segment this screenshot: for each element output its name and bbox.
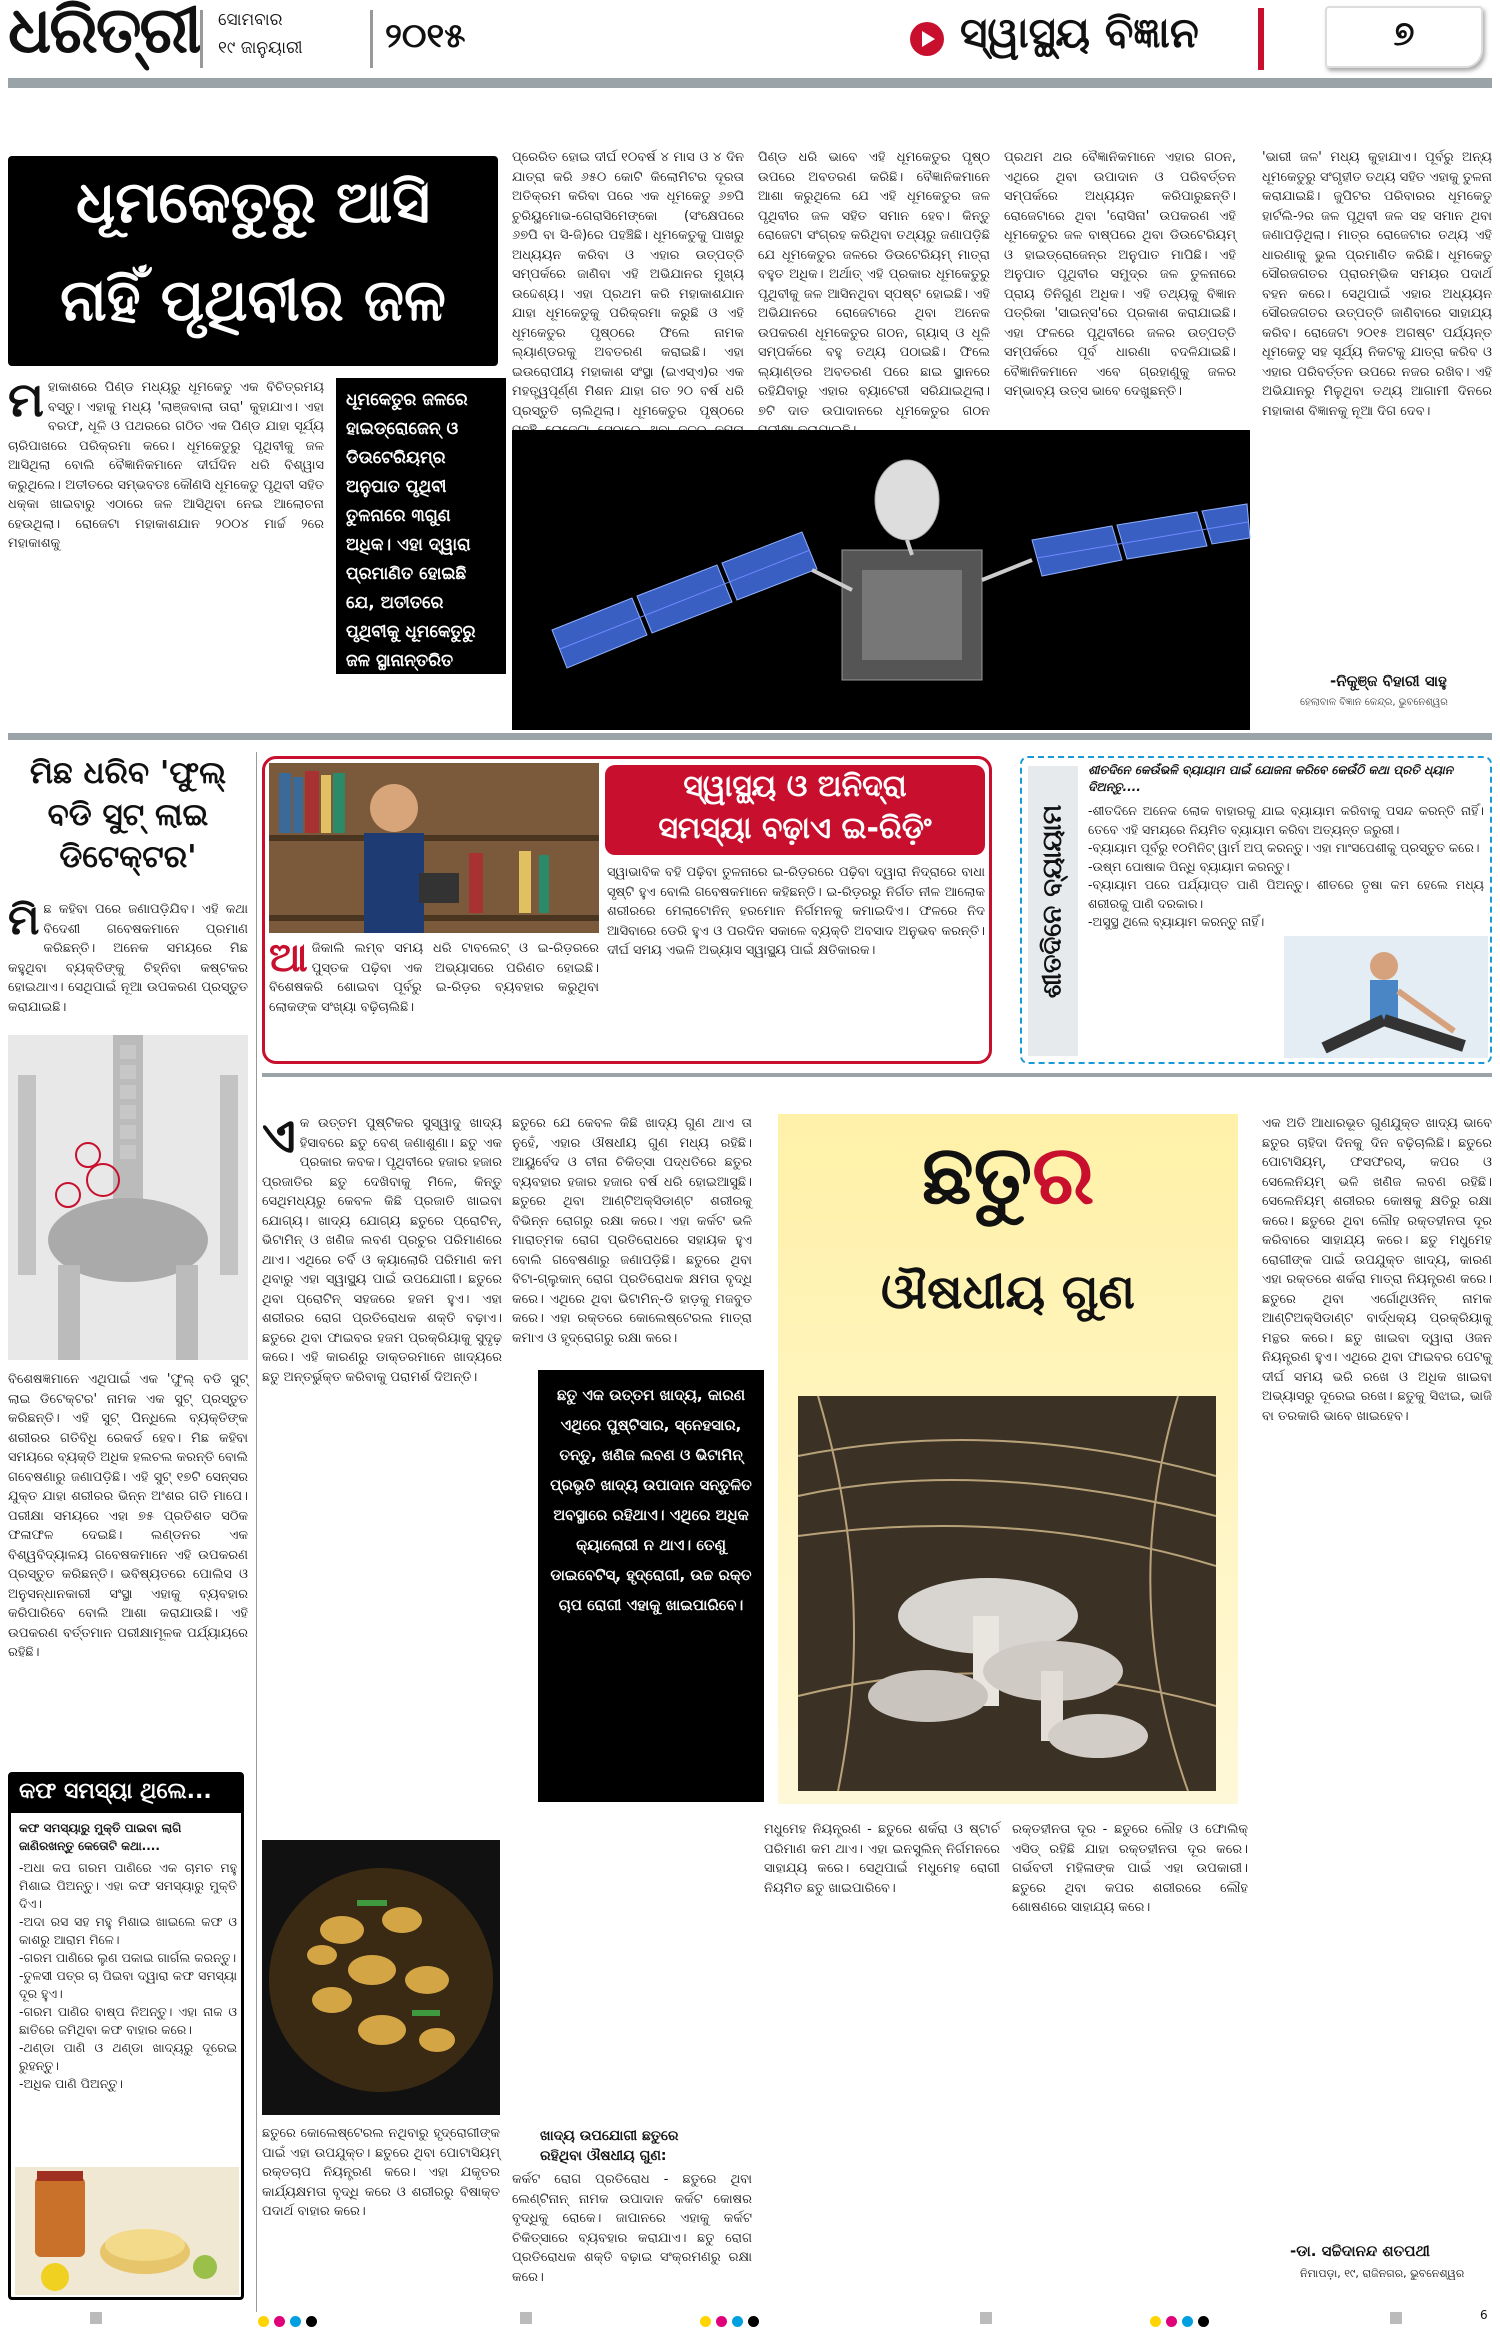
register-mark: [1390, 2312, 1402, 2324]
ereading-body: ସ୍ୱାଭାବିକ ବହି ପଢ଼ିବା ତୁଳନାରେ ଇ-ରିଡ଼ରରେ ପଢ଼ିବା ଦ୍ୱାରା ନିଦ୍ରାରେ ବାଧା ସୃଷ୍ଟି ହୁଏ ବୋଲି ଗବେଷକମାନେ କହିଛନ୍ତି। ଇ-ରିଡ଼ରରୁ ନିର୍ଗତ ନୀଳ ଆଲୋକ ଶରୀରରେ ମେଲାଟୋନିନ୍ ହରମୋନ ନିର୍ଗମନକୁ କମାଇଦିଏ। ଫଳରେ ନିଦ ଆସିବାରେ ଡେରି ହୁଏ ଓ ପରଦିନ ସକାଳେ ବ୍ୟକ୍ତି ଅବସାଦ ଅନୁଭବ କରନ୍ତି। ଦୀର୍ଘ ସମୟ ଏଭଳି ଅଭ୍ୟାସ ସ୍ୱାସ୍ଥ୍ୟ ପାଇଁ କ୍ଷତିକାରକ।: [607, 865, 985, 958]
xray-image: [8, 1035, 248, 1360]
cough-body: -ଅଧା କପ ଗରମ ପାଣିରେ ଏକ ଚାମଚ ମହୁ ମିଶାଇ ପିଅନ୍ତୁ। ଏହା କଫ ସମସ୍ୟାରୁ ମୁକ୍ତି ଦିଏ। -ଅଦା ରସ ସହ ମହୁ ମିଶାଇ ଖାଇଲେ କଫ ଓ କାଶରୁ ଆରାମ ମିଳେ। -ଗରମ ପାଣିରେ ଲୁଣ ପକାଇ ଗାର୍ଗଲ କରନ୍ତୁ। -ତୁଳସୀ ପତ୍ର ଚା ପିଇବା ଦ୍ୱାରା କଫ ସମସ୍ୟା ଦୂର ହୁଏ। -ଗରମ ପାଣିର ବାଷ୍ପ ନିଅନ୍ତୁ। ଏହା ନାକ ଓ ଛାତିରେ ଜମିଥିବା କଫ ବାହାର କରେ। -ଥଣ୍ଡା ପାଣି ଓ ଥଣ୍ଡା ଖାଦ୍ୟରୁ ଦୂରେଇ ରୁହନ୍ତୁ। -ଅଧିକ ପାଣି ପିଅନ୍ତୁ।: [19, 1860, 237, 2091]
footer-page-mark: 6: [1480, 2308, 1488, 2322]
exercise-box: [1020, 756, 1492, 1064]
play-icon: [910, 22, 944, 56]
divider: [200, 10, 203, 68]
color-bar: [1150, 2312, 1210, 2324]
exercise-tab-label: ଶୀତଦିନେ ବ୍ୟାୟାମ: [1037, 804, 1068, 999]
woman-stretching-photo: [1284, 936, 1488, 1058]
lead-dropcap: ମ: [8, 372, 44, 428]
lead-intro-text: ହାକାଶରେ ପିଣ୍ଡ ମଧ୍ୟରୁ ଧୂମକେତୁ ଏକ ବିଚିତ୍ରମୟ ବସ୍ତୁ। ଏହାକୁ ମଧ୍ୟ 'ଲାଞ୍ଜବାଲା ତାରା' କୁହାଯାଏ। ଏହା ବରଫ, ଧୂଳି ଓ ପଥରରେ ଗଠିତ ଏକ ପିଣ୍ଡ ଯାହା ସୂର୍ଯ୍ୟ ଚାରିପାଖରେ ପରିକ୍ରମା କରେ। ଧୂମକେତୁରୁ ପୃଥିବୀକୁ ଜଳ ଆସିଥିଲା ବୋଲି ବୈଜ୍ଞାନିକମାନେ ଦୀର୍ଘଦିନ ଧରି ବିଶ୍ୱାସ କରୁଥିଲେ। ଅତୀତରେ ସମ୍ଭବତଃ କୌଣସି ଧୂମକେତୁ ପୃଥିବୀ ସହିତ ଧକ୍କା ଖାଇବାରୁ ଏଠାରେ ଜଳ ଆସିଥିବା ନେଇ ଆଲୋଚନା ହେଉଥିଲା। ରୋଜେଟା ମହାକାଶଯାନ ୨୦୦୪ ମାର୍ଚ୍ଚ ୨ରେ ମହାକାଶକୁ: [8, 380, 324, 551]
mushroom-headline-2: ଔଷଧୀୟ ଗୁଣ: [881, 1264, 1135, 1320]
mushroom-callout: [538, 1370, 764, 1802]
rosetta-spacecraft-image: [512, 430, 1250, 730]
cough-intro: କଫ ସମସ୍ୟାରୁ ମୁକ୍ତି ପାଇବା ଲାଗି ଜାଣିରଖନ୍ତୁ କେତୋଟି କଥା....: [19, 1821, 182, 1853]
header-rule: [8, 78, 1492, 88]
ereading-intro: [269, 935, 599, 1059]
section-rule: [8, 733, 1492, 740]
column-rule: [256, 752, 257, 2312]
page-number: ୭: [1393, 14, 1415, 54]
pullquote-text: ଧୂମକେତୁର ଜଳରେ ହାଇଡ୍ରୋଜେନ୍ ଓ ଡିଉଟେରିୟମ୍‌ର ଅନୁପାତ ପୃଥିବୀ ତୁଳନାରେ ୩ଗୁଣ ଅଧିକ। ଏହା ଦ୍ୱାରା ପ୍ରମାଣିତ ହୋଇଛି ଯେ, ଅତୀତରେ ପୃଥିବୀକୁ ଧୂମକେତୁରୁ ଜଳ ସ୍ଥାନାନ୍ତରିତ ହୋଇନାହିଁ।: [346, 390, 476, 700]
ereading-headline-box: [605, 765, 985, 855]
lead-col-3: ପିଣ୍ଡ ଧରି ଭାବେ ଏହି ଧୂମକେତୁର ପୃଷ୍ଠ ଉପରେ ଅବତରଣ କରିଛି। ବୈଜ୍ଞାନିକମାନେ ଆଶା କରୁଥିଲେ ଯେ ଏହି ଧୂମକେତୁର ଜଳ ପୃଥିବୀର ଜଳ ସହିତ ସମାନ ହେବ। କିନ୍ତୁ ରୋଜେଟା ସଂଗ୍ରହ କରିଥିବା ତଥ୍ୟରୁ ଜଣାପଡ଼ିଛି ଯେ ଧୂମକେତୁର ଜଳରେ ଡିଉଟେରିୟମ୍ ମାତ୍ରା ବହୁତ ଅଧିକ। ଅର୍ଥାତ୍ ଏହି ପ୍ରକାର ଧୂମକେତୁରୁ ପୃଥିବୀକୁ ଜଳ ଆସିନଥିବା ସ୍ପଷ୍ଟ ହୋଇଛି। ଏହି ଅଭିଯାନରେ ରୋଜେଟାରେ ଥିବା ଅନେକ ଉପକରଣ ଧୂମକେତୁର ଗଠନ, ଗ୍ୟାସ୍ ଓ ଧୂଳି ସମ୍ପର୍କରେ ବହୁ ତଥ୍ୟ ପଠାଇଛି। ଫିଲେ ଲ୍ୟାଣ୍ଡର ଅବତରଣ ପରେ ଛାଇ ସ୍ଥାନରେ ରହିଯିବାରୁ ଏହାର ବ୍ୟାଟେରୀ ସରିଯାଇଥିଲା। ୭ଟି ଦାତ ଉପାଦାନରେ ଧୂମକେତୁର ଗଠନ: [758, 150, 990, 419]
mushroom-byline-sub: ନିମାପଡ଼ା, ୧୯, ରାଜିନଗର, ଭୁବନେଶ୍ୱର: [1300, 2267, 1465, 2280]
mushroom-dish-photo: [262, 1840, 500, 2115]
exercise-question: ଶୀତଦିନେ କେଉଁଭଳି ବ୍ୟାୟାମ ପାଇଁ ଯୋଜନା କରିବେ କେଉଁଠି କଥା ପ୍ରତି ଧ୍ୟାନ ଦିଅନ୍ତୁ....: [1088, 763, 1454, 794]
cough-box: [8, 1772, 244, 2300]
issue-day: ସୋମବାର: [218, 10, 283, 30]
issue-date: ୧୯ ଜାନୁୟାରୀ: [218, 38, 303, 58]
lead-headline-box: [8, 156, 498, 366]
honey-lemon-illustration: [15, 2167, 239, 2295]
mushroom-col-b3: ମଧୁମେହ ନିୟନ୍ତ୍ରଣ - ଛତୁରେ ଶର୍କରା ଓ ଷ୍ଟାର୍ଚ ପରିମାଣ କମ ଥାଏ। ଏହା ଇନସୁଲିନ୍ ନିର୍ଗମନରେ ସାହାଯ୍ୟ କରେ। ସେଥିପାଇଁ ମଧୁମେହ ରୋଗୀ ନିୟମିତ ଛତୁ ଖାଇପାରିବେ।: [764, 1822, 1000, 1896]
lead-intro: [8, 372, 324, 678]
mushroom-curry-illustration: [262, 1840, 500, 2115]
stretching-illustration: [1284, 936, 1488, 1058]
detector-intro: [8, 895, 248, 1030]
ereading-headline-line1: ସ୍ୱାସ୍ଥ୍ୟ ଓ ଅନିଦ୍ରା: [683, 769, 907, 804]
detector-intro-text: ଛ କହିବା ପରେ ଜଣାପଡ଼ିଯିବ। ଏହି କଥା ବିଦେଶୀ ଗବେଷକମାନେ ପ୍ରମାଣ କରିଛନ୍ତି। ଅନେକ ସମୟରେ ମିଛ କହୁଥିବା ବ୍ୟକ୍ତିଙ୍କୁ ଚିହ୍ନିବା କଷ୍ଟକର ହୋଇଥାଏ। ସେଥିପାଇଁ ନୂଆ ଉପକରଣ ପ୍ରସ୍ତୁତ କରାଯାଇଛି।: [8, 902, 248, 1015]
ereading-intro-text: ଜିକାଲି ଲମ୍ବ ସମୟ ଧରି ଟାବଲେଟ୍ ଓ ଇ-ରିଡ଼ରରେ ପୁସ୍ତକ ପଢ଼ିବା ଏକ ଅଭ୍ୟାସରେ ପରିଣତ ହୋଇଛି। ବିଶେଷକରି ଶୋଇବା ପୂର୍ବରୁ ଇ-ରିଡ଼ର ବ୍ୟବହାର କରୁଥିବା ଲୋକଙ୍କ ସଂଖ୍ୟା ବଢ଼ିଚାଲିଛି।: [269, 941, 599, 1015]
cough-title: କଫ ସମସ୍ୟା ଥିଲେ...: [11, 1775, 243, 1813]
issue-year: ୨୦୧୫: [385, 16, 466, 56]
student-reading-photo: [269, 763, 599, 933]
lead-col-5: 'ଭାରୀ ଜଳ' ମଧ୍ୟ କୁହାଯାଏ। ପୂର୍ବରୁ ଅନ୍ୟ ଧୂମକେତୁରୁ ସଂଗୃହୀତ ତଥ୍ୟ ସହିତ ଏହାକୁ ତୁଳନା କରାଯାଇଛି। ଜୁପିଟର ପରିବାରର ଧୂମକେତୁ ହାର୍ଟଲି-୨ର ଜଳ ପୃଥିବୀ ଜଳ ସହ ସମାନ ଥିବା ଜଣାପଡ଼ିଥିଲା। ମାତ୍ର ରୋଜେଟାର ତଥ୍ୟ ଏହି ଧାରଣାକୁ ଭୁଲ ପ୍ରମାଣିତ କରିଛି। ଧୂମକେତୁ ସୌରଜଗତର ପ୍ରାରମ୍ଭିକ ସମୟର ପଦାର୍ଥ ବହନ କରେ। ସେଥିପାଇଁ ଏହାର ଅଧ୍ୟୟନ ସୌରଜଗତର ଉତ୍ପତ୍ତି ଜାଣିବାରେ ସାହାଯ୍ୟ କରିବ। ରୋଜେଟା ୨୦୧୫ ଅଗଷ୍ଟ ପର୍ଯ୍ୟନ୍ତ ଧୂମକେତୁ ସହ ସୂର୍ଯ୍ୟ ନିକଟକୁ ଯାତ୍ରା କରିବ ଓ ଏହାର ପରିବର୍ତ୍ତନ ଉପରେ ନଜର ରଖିବ। ଏହି ଅଭିଯାନରୁ ମିଳୁଥିବା ତଥ୍ୟ ଆଗାମୀ ଦିନରେ ମହାକାଶ ବିଜ୍ଞାନକୁ ନୂଆ ଦିଗ ଦେବ।: [1262, 150, 1492, 419]
lead-headline-line2: ନାହିଁ ପୃଥିବୀର ଜଳ: [60, 266, 446, 334]
detector-body: ବିଶେଷଜ୍ଞମାନେ ଏଥିପାଇଁ ଏକ 'ଫୁଲ୍ ବଡି ସୁଟ୍ ଲାଇ ଡିଟେକ୍ଟର' ନାମକ ଏକ ସୁଟ୍ ପ୍ରସ୍ତୁତ କରିଛନ୍ତି। ଏହି ସୁଟ୍ ପିନ୍ଧିଲେ ବ୍ୟକ୍ତିଙ୍କ ଶରୀରର ଗତିବିଧି ରେକର୍ଡ ହେବ। ମିଛ କହିବା ସମୟରେ ବ୍ୟକ୍ତି ଅଧିକ ହଲଚଲ କରନ୍ତି ବୋଲି ଗବେଷଣାରୁ ଜଣାପଡ଼ିଛି। ଏହି ସୁଟ୍ ୧୭ଟି ସେନ୍ସର ଯୁକ୍ତ ଯାହା ଶରୀରର ଭିନ୍ନ ଅଂଶର ଗତି ମାପେ। ପରୀକ୍ଷା ସମୟରେ ଏହା ୭୫ ପ୍ରତିଶତ ସଠିକ ଫଳାଫଳ ଦେଇଛି। ଲଣ୍ଡନର ଏକ ବିଶ୍ୱବିଦ୍ୟାଳୟ ଗବେଷକମାନେ ଏହି ଉପକରଣ ପ୍ରସ୍ତୁତ କରିଛନ୍ତି। ଭବିଷ୍ୟତରେ ପୋଲିସ ଓ ଅନୁସନ୍ଧାନକାରୀ ସଂସ୍ଥା ଏହାକୁ ବ୍ୟବହାର କରିପାରିବେ ବୋଲି ଆଶା କରାଯାଉଛି। ଏହି ଉପକରଣ ବର୍ତ୍ତମାନ ପରୀକ୍ଷାମୂଳକ ପର୍ଯ୍ୟାୟରେ ରହିଛି।: [8, 1372, 248, 1660]
register-mark: [90, 2312, 102, 2324]
mushroom-dropcap: ଏ: [262, 1108, 296, 1164]
section-rule: [262, 1073, 1492, 1077]
headline-word: ଛତୁ: [921, 1128, 1033, 1223]
ereading-box: [262, 756, 992, 1064]
mushroom-nest-illustration: [798, 1396, 1216, 1791]
lead-headline-line1: ଧୂମକେତୁରୁ ଆସି: [75, 168, 431, 236]
page-number-tab: [1325, 6, 1483, 68]
lead-col-2: ପ୍ରେରିତ ହୋଇ ଦୀର୍ଘ ୧୦ବର୍ଷ ୪ ମାସ ଓ ୪ ଦିନ ଯାତ୍ରା କରି ୬୫୦ କୋଟି କିଲୋମିଟର ଦୂରତା ଅତିକ୍ରମ କରିବା ପରେ ଏକ ଧୂମକେତୁ ୬୭ପି ଚୁରିୟୁମୋଭ-ଗେରାସିମେଙ୍କୋ (ସଂକ୍ଷେପରେ ୬୭ପି ବା ସି-ଜି)ରେ ପହଞ୍ଚିଛି। ଧୂମକେତୁକୁ ପାଖରୁ ଅଧ୍ୟୟନ କରିବା ଓ ଏହାର ଉତ୍ପତ୍ତି ସମ୍ପର୍କରେ ଜାଣିବା ଏହି ଅଭିଯାନର ମୁଖ୍ୟ ଉଦ୍ଦେଶ୍ୟ। ଏହା ପ୍ରଥମ କରି ମହାକାଶଯାନ ଯାହା ଧୂମକେତୁକୁ ପରିକ୍ରମା କରୁଛି ଓ ଏହି ଧୂମକେତୁର ପୃଷ୍ଠରେ ଫିଲେ ନାମକ ଲ୍ୟାଣ୍ଡରକୁ ଅବତରଣ କରାଇଛି। ଏହା ଇଉରୋପୀୟ ମହାକାଶ ସଂସ୍ଥା (ଇଏସ୍‌ଏ)ର ଏକ ମହତ୍ତ୍ୱପୂର୍ଣ୍ଣ ମିଶନ ଯାହା ଗତ ୨୦ ବର୍ଷ ଧରି ପ୍ରସ୍ତୁତି ଚାଲିଥିଲା। ଧୂମକେତୁର ପୃଷ୍ଠରେ: [512, 150, 744, 419]
mushroom-col-3: ଏକ ଅତି ଆଧାରଭୂତ ଗୁଣଯୁକ୍ତ ଖାଦ୍ୟ ଭାବେ ଛତୁର ଚାହିଦା ଦିନକୁ ଦିନ ବଢ଼ିଚାଲିଛି। ଛତୁରେ ପୋଟାସିୟମ୍, ଫସଫରସ୍, କପର ଓ ସେଲେନିୟମ୍ ଭଳି ଖଣିଜ ଲବଣ ରହିଛି। ସେଲେନିୟମ୍ ଶରୀରର କୋଷକୁ କ୍ଷତିରୁ ରକ୍ଷା କରେ। ଛତୁରେ ଥିବା ଲୌହ ରକ୍ତହୀନତା ଦୂର କରିବାରେ ସାହାଯ୍ୟ କରେ। ଛତୁ ମଧୁମେହ ରୋଗୀଙ୍କ ପାଇଁ ଉପଯୁକ୍ତ ଖାଦ୍ୟ, କାରଣ ଏହା ରକ୍ତରେ ଶର୍କରା ମାତ୍ରା ନିୟନ୍ତ୍ରଣ କରେ। ଛତୁରେ ଥିବା ଏର୍ଗୋଥିଓନିନ୍ ନାମକ ଆଣ୍ଟିଅକ୍ସିଡାଣ୍ଟ ବାର୍ଦ୍ଧକ୍ୟ ପ୍ରକ୍ରିୟାକୁ ମନ୍ଥର କରେ। ଛତୁ ଖାଇବା ଦ୍ୱାରା ଓଜନ ନିୟନ୍ତ୍ରଣ ହୁଏ। ଏଥିରେ ଥିବା ଫାଇବର ପେଟକୁ ଦୀର୍ଘ ସମୟ ଭରି ରଖେ ଓ ଅଧିକ ଖାଇବା ଅଭ୍ୟାସରୁ ଦୂରେଇ ରଖେ। ଛତୁକୁ ସିଝାଇ, ଭାଜି ବା ତରକାରି ଭାବେ ଖାଇହେବ।: [1262, 1116, 1492, 1424]
mushroom-headline-1: [778, 1128, 1238, 1224]
mushroom-col-b4: ରକ୍ତହୀନତା ଦୂର - ଛତୁରେ ଲୌହ ଓ ଫୋଲିକ୍ ଏସିଡ୍ ରହିଛି ଯାହା ରକ୍ତହୀନତା ଦୂର କରେ। ଗର୍ଭବତୀ ମହିଳାଙ୍କ ପାଇଁ ଏହା ଉପକାରୀ। ଛତୁରେ ଥିବା କପର ଶରୀରରେ ଲୌହ ଶୋଷଣରେ ସାହାଯ୍ୟ କରେ।: [1012, 1822, 1248, 1915]
register-mark: [980, 2312, 992, 2324]
lead-byline-sub: ହେଲାବାଳ ବିଜ୍ଞାନ କେନ୍ଦ୍ର, ଭୁବନେଶ୍ୱର: [1300, 697, 1448, 708]
color-bar: [258, 2312, 318, 2324]
detector-headline: ମିଛ ଧରିବ 'ଫୁଲ୍ ବଡି ସୁଟ୍ ଲାଇ ଡିଟେକ୍ଟର': [29, 755, 227, 875]
ereading-dropcap: ଆ: [269, 935, 308, 981]
mushroom-byline: -ଡା. ସଚ୍ଚିଦାନନ୍ଦ ଶତପଥୀ: [1290, 2242, 1430, 2260]
color-bar: [700, 2312, 760, 2324]
mushroom-col-1-text: କ ଉତ୍ତମ ପୁଷ୍ଟିକର ସୁସ୍ୱାଦୁ ଖାଦ୍ୟ ହିସାବରେ ଛତୁ ବେଶ୍ ଜଣାଶୁଣା। ଛତୁ ଏକ ପ୍ରକାର କବକ। ପୃଥିବୀରେ ହଜାର ହଜାର ପ୍ରଜାତିର ଛତୁ ଦେଖିବାକୁ ମିଳେ, କିନ୍ତୁ ସେଥିମଧ୍ୟରୁ କେବଳ କିଛି ପ୍ରଜାତି ଖାଇବା ଯୋଗ୍ୟ। ଖାଦ୍ୟ ଯୋଗ୍ୟ ଛତୁରେ ପ୍ରୋଟିନ୍, ଭିଟାମିନ୍ ଓ ଖଣିଜ ଲବଣ ପ୍ରଚୁର ପରିମାଣରେ ଥାଏ। ଏଥିରେ ଚର୍ବି ଓ କ୍ୟାଲୋରି ପରିମାଣ କମ ଥିବାରୁ ଏହା ସ୍ୱାସ୍ଥ୍ୟ ପାଇଁ ଉପଯୋଗୀ। ଛତୁରେ ଥିବା ପ୍ରୋଟିନ୍ ସହଜରେ ହଜମ ହୁଏ। ଏହା ଶରୀରର ରୋଗ ପ୍ରତିରୋଧକ ଶକ୍ତି ବଢ଼ାଏ। ଛତୁରେ ଥିବା ଫାଇବର ହଜମ ପ୍ରକ୍ରିୟାକୁ ସୁଦୃଢ଼ କରେ। ଏହି କାରଣରୁ ଡାକ୍ତରମାନେ ଖାଦ୍ୟରେ ଛତୁ ଅନ୍ତର୍ଭୁକ୍ତ କରିବାକୁ ପରାମର୍ଶ ଦିଅନ୍ତି।: [262, 1116, 502, 1385]
register-mark: [520, 2312, 532, 2324]
divider: [370, 10, 373, 68]
lead-byline: -ନିକୁଞ୍ଜ ବିହାରୀ ସାହୁ: [1330, 672, 1447, 690]
section-bar: [1258, 8, 1264, 70]
skeleton-xray-illustration: [8, 1035, 248, 1360]
exercise-body: -ଶୀତଦିନେ ଅନେକ ଲୋକ ବାହାରକୁ ଯାଇ ବ୍ୟାୟାମ କରିବାକୁ ପସନ୍ଦ କରନ୍ତି ନାହିଁ। ତେବେ ଏହି ସମୟରେ ନିୟମିତ ବ୍ୟାୟାମ କରିବା ଅତ୍ୟନ୍ତ ଜରୁରୀ। -ବ୍ୟାୟାମ ପୂର୍ବରୁ ୧୦ମିନିଟ୍ ୱାର୍ମ ଅପ୍ କରନ୍ତୁ। ଏହା ମାଂସପେଶୀକୁ ପ୍ରସ୍ତୁତ କରେ। -ଉଷ୍ମ ପୋଷାକ ପିନ୍ଧି ବ୍ୟାୟାମ କରନ୍ତୁ। -ବ୍ୟାୟାମ ପରେ ପର୍ଯ୍ୟାପ୍ତ ପାଣି ପିଅନ୍ତୁ। ଶୀତରେ ତୃଷା କମ ହେଲେ ମଧ୍ୟ ଶରୀରକୁ ପାଣି ଦରକାର। -ଅସୁସ୍ଥ ଥିଲେ ବ୍ୟାୟାମ କରନ୍ତୁ ନାହିଁ।: [1088, 803, 1484, 929]
bookshelf-illustration: [269, 763, 599, 933]
mushroom-feature-panel: [778, 1114, 1238, 1804]
mushroom-caption-2: ରହିଥିବା ଔଷଧୀୟ ଗୁଣ:: [540, 2148, 667, 2164]
mushroom-photo: [798, 1396, 1216, 1791]
headline-suffix: ର: [1032, 1128, 1095, 1223]
mushroom-col-b1: ଛତୁରେ କୋଲେଷ୍ଟେରଲ ନଥିବାରୁ ହୃଦ୍‌ରୋଗୀଙ୍କ ପାଇଁ ଏହା ଉପଯୁକ୍ତ। ଛତୁରେ ଥିବା ପୋଟାସିୟମ୍ ରକ୍ତଚାପ ନିୟନ୍ତ୍ରଣ କରେ। ଏହା ଯକୃତର କାର୍ଯ୍ୟକ୍ଷମତା ବୃଦ୍ଧି କରେ ଓ ଶରୀରରୁ ବିଷାକ୍ତ ପଦାର୍ଥ ବାହାର କରେ।: [262, 2126, 500, 2219]
mushroom-col-b2: କର୍କଟ ରୋଗ ପ୍ରତିରୋଧ - ଛତୁରେ ଥିବା ଲେଣ୍ଟିନାନ୍ ନାମକ ଉପାଦାନ କର୍କଟ କୋଷର ବୃଦ୍ଧିକୁ ରୋକେ। ଜାପାନରେ ଏହାକୁ କର୍କଟ ଚିକିତ୍ସାରେ ବ୍ୟବହାର କରାଯାଏ। ଛତୁ ରୋଗ ପ୍ରତିରୋଧକ ଶକ୍ତି ବଢ଼ାଇ ସଂକ୍ରମଣରୁ ରକ୍ଷା କରେ।: [512, 2172, 752, 2285]
honey-tea-photo: [15, 2167, 239, 2295]
mushroom-col-2: ଛତୁରେ ଯେ କେବଳ କିଛି ଖାଦ୍ୟ ଗୁଣ ଥାଏ ତା ନୁହେଁ, ଏହାର ଔଷଧୀୟ ଗୁଣ ମଧ୍ୟ ରହିଛି। ଆୟୁର୍ବେଦ ଓ ଚୀନା ଚିକିତ୍ସା ପଦ୍ଧତିରେ ଛତୁର ବ୍ୟବହାର ହଜାର ହଜାର ବର୍ଷ ଧରି ହୋଇଆସୁଛି। ଛତୁରେ ଥିବା ଆଣ୍ଟିଅକ୍ସିଡାଣ୍ଟ ଶରୀରକୁ ବିଭିନ୍ନ ରୋଗରୁ ରକ୍ଷା କରେ। ଏହା କର୍କଟ ଭଳି ମାରାତ୍ମକ ରୋଗ ପ୍ରତିରୋଧରେ ସହାୟକ ହୁଏ ବୋଲି ଗବେଷଣାରୁ ଜଣାପଡ଼ିଛି। ଛତୁରେ ଥିବା ବିଟା-ଗ୍ଲୁକାନ୍ ରୋଗ ପ୍ରତିରୋଧକ କ୍ଷମତା ବୃଦ୍ଧି କରେ। ଏଥିରେ ଥିବା ଭିଟାମିନ୍-ଡି ହାଡ଼କୁ ମଜବୁତ କରେ। ଏହା ରକ୍ତରେ କୋଲେଷ୍ଟେରଲ ମାତ୍ରା କମାଏ ଓ ହୃଦ୍‌ରୋଗରୁ ରକ୍ଷା କରେ।: [512, 1116, 752, 1346]
masthead: [0, 0, 1500, 82]
footer-strip: [0, 2306, 1500, 2329]
satellite-illustration: [512, 430, 1250, 730]
mushroom-caption-1: ଖାଦ୍ୟ ଉପଯୋଗୀ ଛତୁରେ: [540, 2128, 679, 2144]
section-title: ସ୍ୱାସ୍ଥ୍ୟ ବିଜ୍ଞାନ: [960, 8, 1199, 57]
detector-dropcap: ମି: [8, 895, 40, 944]
mushroom-col-1: [262, 1108, 502, 1794]
newspaper-logo: ଧରିତ୍ରୀ: [8, 0, 200, 68]
lead-col-4: ପ୍ରଥମ ଥର ବୈଜ୍ଞାନିକମାନେ ଏହାର ଗଠନ, ଏଥିରେ ଥିବା ଉପାଦାନ ଓ ପରିବର୍ତ୍ତନ ସମ୍ପର୍କରେ ଅଧ୍ୟୟନ କରିପାରୁଛନ୍ତି। ରୋଜେଟାରେ ଥିବା 'ରୋସିନା' ଉପକରଣ ଏହି ଧୂମକେତୁର ଜଳ ବାଷ୍ପରେ ଥିବା ଡିଉଟେରିୟମ୍ ଓ ହାଇଡ୍ରୋଜେନ୍‌ର ଅନୁପାତ ମାପିଛି। ଏହି ଅନୁପାତ ପୃଥିବୀର ସମୁଦ୍ର ଜଳ ତୁଳନାରେ ପ୍ରାୟ ତିନିଗୁଣ ଅଧିକ। ଏହି ତଥ୍ୟକୁ ବିଜ୍ଞାନ ପତ୍ରିକା 'ସାଇନ୍ସ'ରେ ପ୍ରକାଶ କରାଯାଇଛି। ଏହା ଫଳରେ ପୃଥିବୀରେ ଜଳର ଉତ୍ପତ୍ତି ସମ୍ପର୍କରେ ପୂର୍ବ ଧାରଣା ବଦଳିଯାଇଛି। ବୈଜ୍ଞାନିକମାନେ ଏବେ ଗ୍ରହାଣୁକୁ ଜଳର ସମ୍ଭାବ୍ୟ ଉତ୍ସ ଭାବେ ଦେଖୁଛନ୍ତି।: [1004, 150, 1236, 399]
exercise-vertical-tab: [1028, 766, 1078, 1056]
callout-text: ଛତୁ ଏକ ଉତ୍ତମ ଖାଦ୍ୟ, କାରଣ ଏଥିରେ ପୁଷ୍ଟିସାର, ସ୍ନେହସାର, ତନ୍ତୁ, ଖଣିଜ ଲବଣ ଓ ଭିଟାମିନ୍ ପ୍ରଭୃତି ଖାଦ୍ୟ ଉପାଦାନ ସନ୍ତୁଳିତ ଅବସ୍ଥାରେ ରହିଥାଏ। ଏଥିରେ ଅଧିକ କ୍ୟାଲୋରୀ ନ ଥାଏ। ତେଣୁ ଡାଇବେଟିସ୍, ହୃଦ୍‌ରୋଗୀ, ଉଚ୍ଚ ରକ୍ତ ଚାପ ରୋଗୀ ଏହାକୁ ଖାଇପାରିବେ।: [550, 1386, 752, 1614]
lead-pullquote: [336, 378, 506, 700]
ereading-headline-line2: ସମସ୍ୟା ବଢ଼ାଏ ଇ-ରିଡ଼ିଂ: [658, 811, 932, 846]
